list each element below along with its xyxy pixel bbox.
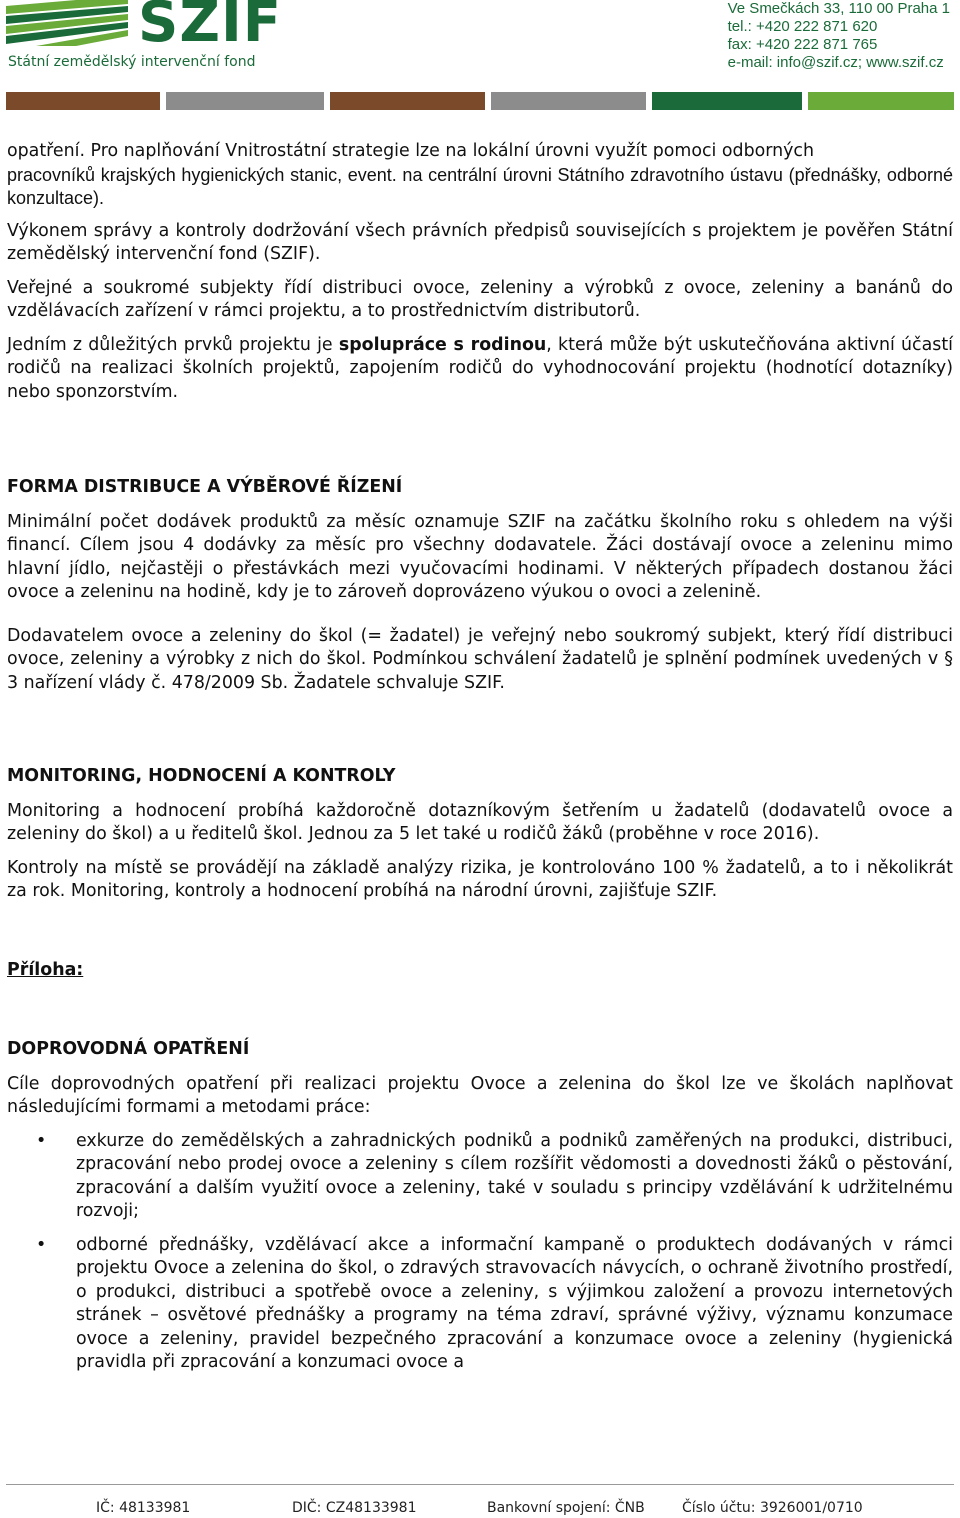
contact-block	[728, 0, 950, 72]
list-item: • odborné přednášky, vzdělávací akce a informační kampaně o produktech dodávaných v rámci projektu Ovoce a zelenina do škol, o zdravých stravovacích návycích, o ochraně životního prostředí, o produkci, distribuci a spotřebě ovoce a zeleniny, s výjimkou založení a provozu internetových stránek – osvětové přednášky a programy na téma zdraví, správné výživy, významu konzumace ovoce a zeleniny, pravidel bezpečného zpracování a konzumace ovoce a zeleniny (hygienická pravidla při zpracování a konzumaci ovoce a	[76, 1234, 953, 1375]
paragraph: Monitoring a hodnocení probíhá každoročně dotazníkovým šetřením u žadatelů (dodavatelů ovoce a zeleniny do škol) a u ředitelů škol. Jednou za 5 let také u rodičů žáků (proběhne v roce 2016).	[7, 800, 953, 844]
footer-info	[96, 1500, 863, 1516]
section-heading: MONITORING, HODNOCENÍ A KONTROLY	[7, 766, 396, 786]
paragraph: Jedním z důležitých prvků projektu je spolupráce s rodinou, která může být uskutečňována aktivní účastí rodičů na realizaci školních projektů, zapojením rodičů do vyhodnocování projektu (hodnotící dotazníky) nebo sponzorstvím.	[7, 334, 953, 402]
paragraph: opatření. Pro naplňování Vnitrostátní strategie lze na lokální úrovni využít pomoci odborných	[7, 141, 814, 161]
field-stripes-logo-icon	[6, 0, 128, 46]
szif-logo	[6, 0, 283, 78]
color-bar-gray-2	[491, 92, 646, 110]
color-bar-green	[652, 92, 802, 110]
color-bar-brown	[6, 92, 160, 110]
paragraph: Výkonem správy a kontroly dodržování všech právních předpisů souvisejících s projektem je pověřen Státní zemědělský intervenční fond (SZIF).	[7, 220, 953, 264]
paragraph: Dodavatelem ovoce a zeleniny do škol (= žadatel) je veřejný nebo soukromý subjekt, který řídí distribuci ovoce, zeleniny a výrobky z nich do škol. Podmínkou schválení žadatelů je splnění podmínek uvedených v § 3 nařízení vlády č. 478/2009 Sb. Žadatele schvaluje SZIF.	[7, 625, 953, 693]
logo-text: SZIF	[138, 0, 283, 55]
paragraph: Kontroly na místě se provádějí na základě analýzy rizika, je kontrolováno 100 % žadatelů, a to i několikrát za rok. Monitoring, kontroly a hodnocení probíhá na národní úrovni, zajišťuje SZIF.	[7, 857, 953, 901]
paragraph: Veřejné a soukromé subjekty řídí distribuci ovoce, zeleniny a výrobků z ovoce, zeleniny a banánů do vzdělávacích zařízení v rámci projektu, a to prostřednictvím distributorů.	[7, 277, 953, 321]
list-item: • exkurze do zemědělských a zahradnických podniků a podniků zaměřených na produkci, distribuci, zpracování nebo prodej ovoce a zeleniny s cílem rozšířit vědomosti a dovednosti žáků o pěstování, zpracování a dalším využití ovoce a zeleniny, také v souladu s principy vzdělávání k udržitelnému rozvoji;	[76, 1130, 953, 1224]
logo-subtitle: Státní zemědělský intervenční fond	[8, 54, 256, 70]
phone: tel.: +420 222 871 620	[727, 18, 878, 35]
email-web: e-mail: info@szif.cz; www.szif.cz	[727, 54, 944, 71]
header-color-bar	[6, 92, 954, 110]
address: Ve Smečkách 33, 110 00 Praha 1	[727, 0, 950, 17]
section-heading: DOPROVODNÁ OPATŘENÍ	[7, 1039, 250, 1059]
footer-dic: DIČ: CZ48133981	[292, 1500, 417, 1516]
page-header	[0, 0, 960, 112]
paragraph: Cíle doprovodných opatření při realizaci projektu Ovoce a zelenina do škol lze ve školách naplňovat následujícími formami a metodami práce:	[7, 1073, 953, 1117]
bold-phrase: spolupráce s rodinou	[338, 334, 547, 355]
footer-bank: Bankovní spojení: ČNB	[487, 1500, 645, 1516]
color-bar-gray	[166, 92, 324, 110]
footer-ic: IČ: 48133981	[96, 1500, 191, 1516]
paragraph: pracovníků krajských hygienických stanic, event. na centrální úrovni Státního zdravotního ústavu (přednášky, odborné konzultace).	[7, 164, 953, 208]
page-footer	[0, 1484, 960, 1518]
document-body	[7, 140, 953, 1385]
paragraph: Minimální počet dodávek produktů za měsíc oznamuje SZIF na začátku školního roku s ohledem na výši financí. Cílem jsou 4 dodávky za měsíc pro všechny dodavatele. Žáci dostávají ovoce a zeleninu mimo hlavní jídlo, nejčastěji o přestávkách mezi vyučovacími hodinami. V některých případech dostanou žáci ovoce a zeleninu na hodině, kdy je to zároveň doprovázeno výukou o ovoci a zelenině.	[7, 511, 953, 602]
section-heading: FORMA DISTRIBUCE A VÝBĚROVÉ ŘÍZENÍ	[7, 477, 403, 497]
color-bar-lightgreen	[808, 92, 954, 110]
bullet-list	[7, 1130, 953, 1375]
footer-divider	[6, 1484, 954, 1485]
fax: fax: +420 222 871 765	[727, 36, 878, 53]
footer-account: Číslo účtu: 3926001/0710	[682, 1500, 863, 1516]
color-bar-brown-2	[330, 92, 485, 110]
appendix-heading: Příloha:	[7, 959, 84, 980]
